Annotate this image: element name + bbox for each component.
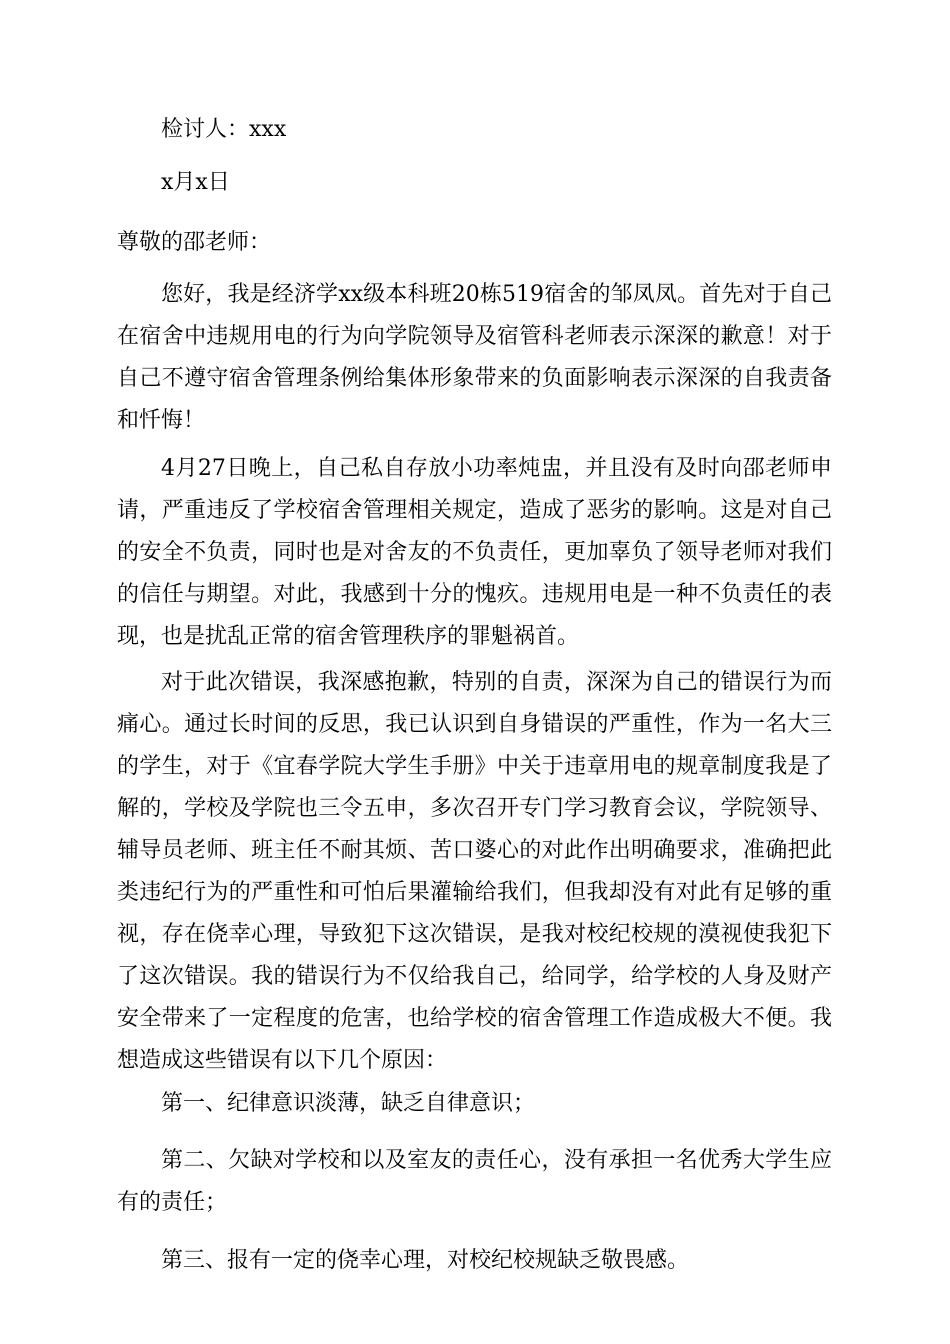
reason-item-3: 第三、报有一定的侥幸心理，对校纪校规缺乏敬畏感。 [161,1248,690,1273]
reason-item-1: 第一、纪律意识淡薄，缺乏自律意识； [161,1091,536,1116]
salutation: 尊敬的邵老师： [117,230,272,255]
paragraph-incident: 4月27日晚上，自己私自存放小功率炖盅，并且没有及时向邵老师申请，严重违反了学校宿舍管理相关规定，造成了恶劣的影响。这是对自己的安全不负责，同时也是对舍友的不负责任，更加辜负了领导老师对我们的信任与期望。对此，我感到十分的愧疚。违规用电是一种不负责任的表现，也是扰乱正常的宿舍管理秩序的罪魁祸首。 [117,456,832,649]
signature-date: x月x日 [161,170,230,195]
signature-author: 检讨人：xxx [161,117,287,142]
reason-item-2: 第二、欠缺对学校和以及室友的责任心，没有承担一名优秀大学生应有的责任； [117,1148,832,1215]
paragraph-reflection: 对于此次错误，我深感抱歉，特别的自责，深深为自己的错误行为而痛心。通过长时间的反思，我已认识到自身错误的严重性，作为一名大三的学生，对于《宜春学院大学生手册》中关于违章用电的规章制度我是了解的，学校及学院也三令五申，多次召开专门学习教育会议，学院领导、辅导员老师、班主任不耐其烦、苦口婆心的对此作出明确要求，准确把此类违纪行为的严重性和可怕后果灌输给我们，但我却没有对此有足够的重视，存在侥幸心理，导致犯下这次错误，是我对校纪校规的漠视使我犯下了这次错误。我的错误行为不仅给我自己，给同学，给学校的人身及财产安全带来了一定程度的危害，也给学校的宿舍管理工作造成极大不便。我想造成这些错误有以下几个原因： [117,670,832,1073]
paragraph-greeting: 您好，我是经济学xx级本科班20栋519宿舍的邹凤凤。首先对于自己在宿舍中违规用电的行为向学院领导及宿管科老师表示深深的歉意！对于自己不遵守宿舍管理条例给集体形象带来的负面影响表示深深的自我责备和忏悔！ [117,282,832,433]
